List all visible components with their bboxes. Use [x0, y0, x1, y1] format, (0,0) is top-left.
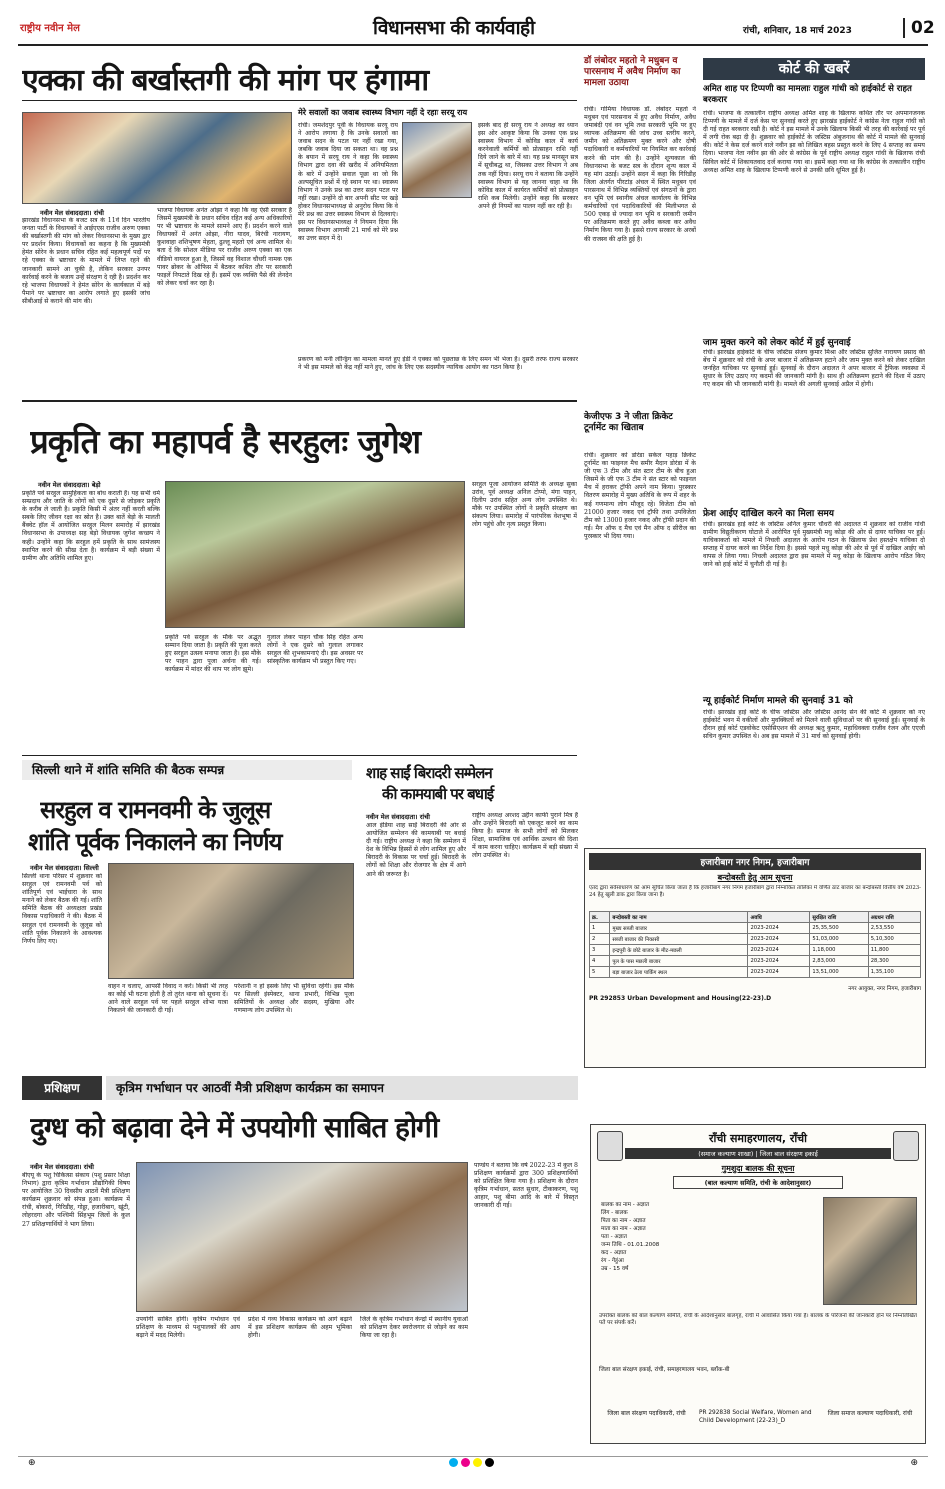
table-row — [590, 956, 921, 967]
table-cell: 1,18,000 — [810, 945, 868, 956]
tender-header: सुरक्षित राशि — [810, 912, 868, 923]
table-cell: 2 — [590, 934, 610, 945]
missing-sig-left: जिला बाल संरक्षण पदाधिकारी, रांची — [607, 1410, 686, 1417]
story3-headline: प्रकृति का महापर्व है सरहुलः जुगेश — [30, 422, 421, 461]
story2-headline: डॉ लंबोदर महतो ने मधुबन व पारसनाथ में अवैध निर्माण का मामला उठाया — [584, 56, 681, 88]
magenta-swatch — [461, 1458, 470, 1467]
tender-title: हजारीबाग नगर निगम, हजारीबाग — [589, 853, 921, 870]
story4-col3: परेशानी न हो इसके लिए भी सुविधा रहेगी। इस मौके पर सिल्ली इंस्पेक्टर, थाना प्रभारी, विभिन्न पूजा समितियों के अध्यक्ष और सदस्य, मुखिया और गणमान्य लोग उपस्थित थे। — [234, 983, 354, 1015]
story1-footer: प्रकरण को मनी लॉन्ड्रिंग का मामला मानते हुए ईडी ने एक्का को पूछताछ के लिए समन भी भेजा है। दूसरी तरफ राज्य सरकार ने भी इस मामले को केंद्र नहीं माने हुए, जांच के लिए एक सदस्यीय न्यायिक आयोग का गठन किया है। — [298, 356, 578, 372]
yellow-swatch — [473, 1458, 482, 1467]
story6-headline: दुग्ध को बढ़ावा देने में उपयोगी साबित होगी — [30, 1111, 439, 1144]
detail-line: पिता का नाम - अज्ञात — [601, 1218, 646, 1224]
story6-col1: बीएयू के पशु चिकित्सा संकाय (पशु प्रसार शिक्षा निभाग) द्वारा कृत्रिम गर्भाधान प्रौद्योगिकी विषय पर आयोजित 30 दिवसीय आठवें मैत्री प्रशिक्षण कार्यक्रम शुक्रवार को संपन्न हुआ। कार्यक्रम में रांची, बोकारो, गिरिडीह, गोड्डा, हजारीबाग, खूंटी, लोहरदगा और पश्चिमी सिंहभूम जिलों के कुल 27 प्रशिक्षणार्थियों ने भाग लिया। — [22, 1172, 130, 1228]
story4-headline-2: शांति पूर्वक निकालने का निर्णय — [28, 828, 282, 856]
table-cell: 25,35,500 — [810, 923, 868, 934]
table-cell: इन्द्रपुरी के छोटे बाजार के मीट-मछली — [610, 945, 748, 956]
story2-body: रांची। गोमिया विधायक डॉ. लंबोदर महतो ने मधुबन एवं पारसनाथ में हुए अवैध निर्माण, अवैध जमाबंदी एवं वन भूमि तथा सरकारी भूमि पर हुए व्यापक अतिक्रमण की जांच उच्च स्तरीय करने, जमीन को अतिक्रमण मुक्त करने और दोषी पदाधिकारी व कर्मचारियों पर नियमित कर कार्रवाई करने की मांग की है। उन्होंने शून्यकाल की विधानसभा के बजट सत्र के दौरान शून्य काल में यह मांग उठाई। उन्होंने सदन में कहा कि गिरिडीह जिला अंतर्गत पीरटांड़ अंचल में स्थित मधुबन एवं पारसनाथ में विभिन्न व्यक्तियों एवं संगठनों के द्वारा वन भूमि एवं स्थानीय अंचल कार्यालय के विभिन्न कर्मचारियों एवं पदाधिकारियों की मिलीभगत से 500 एकड़ से ज्यादा वन भूमि व सरकारी जमीन पर अतिक्रमण करते हुए अवैध कब्जा कर अवैध निर्माण किया गया है। इससे राज्य सरकार के अरबों की राजस्व की क्षति हुई है। — [584, 106, 696, 243]
tender-intro: एतद द्वारा सर्वसाधारण को आम सूचित किया जाता है कि हजारीबाग नगर निगम हजारीबाग द्वारा निम्नांकित तालिका में वर्णित ठाट बाजार का बन्दोबस्ती वित्तीय वर्ष 2023-24 हेतु खुली डाक द्वारा किया जाना है। — [589, 885, 921, 898]
story5-col2: राष्ट्रीय अध्यक्ष अरशद उद्दीन काफी पुराने मित्र हैं और उन्होंने बिरादरी को एकजुट करने का काम किया है। समाज के सभी लोगों को मिलकर शिक्षा, सामाजिक एवं आर्थिक उत्थान की दिशा में काम करना चाहिए। कार्यक्रम में बड़ी संख्या में लोग उपस्थित थे। — [472, 812, 578, 860]
saryu-rai-portrait — [402, 122, 472, 198]
table-cell: 2023-2024 — [748, 945, 810, 956]
color-swatches — [449, 1458, 497, 1467]
black-swatch — [485, 1458, 494, 1467]
dateline: रांची, शनिवार, 18 मार्च 2023 — [743, 26, 852, 36]
tender-table — [589, 911, 921, 978]
missing-title: गुमशुदा बालक की सूचना — [721, 1164, 795, 1173]
detail-line: रंग - गेहुंआ — [601, 1258, 624, 1264]
table-cell: 2,83,000 — [810, 956, 868, 967]
missing-subtitle: (बाल कल्याण समिति, रांची के आदेशानुसार) — [673, 1176, 843, 1189]
cricket-body: रांची। शुक्रवार को डोरंडा सर्कल पहाड़ क्रिकेट टूर्नामेंट का फाइनल मैच समीर मैदान डोरंडा में के जी एफ 3 टीम और संत स्टार टीम के बीच हुआ जिसमें के जी एफ 3 टीम ने संत स्टार को फाइनल मैच में हराकर ट्रॉफी अपने नाम किया। पुरस्कार वितरण समारोह में मुख्य अतिथि के रूप में शहर के कई गणमान्य लोग मौजूद रहे। विजेता टीम को 21000 हजार नकद एवं ट्रॉफी तथा उपविजेता टीम को 13000 हजार नकद और ट्रॉफी प्रदान की गई। मैन ऑफ द मैच एवं मैन ऑफ द सीरीज का पुरस्कार भी दिया गया। — [584, 452, 696, 540]
registration-bar — [18, 1456, 928, 1468]
story6-tag: प्रशिक्षण — [22, 1076, 102, 1100]
registration-mark-icon: ⊕ — [910, 1457, 918, 1468]
story5-headline-2: की कामयाबी पर बधाई — [382, 785, 494, 803]
registration-mark-icon: ⊕ — [28, 1457, 36, 1468]
detail-line: कद - अज्ञात — [601, 1250, 627, 1256]
tender-header: क्र. — [590, 912, 610, 923]
story6-col2: उपयोगी साबित होगी। कृत्रिम गर्भाधान एवं प्रशिक्षण के माध्यम से पशुपालकों की आय बढ़ाने में मदद मिलेगी। — [136, 1316, 240, 1340]
missing-contact: जिला बाल संरक्षण इकाई, रांची, समाहरणालय भवन, ब्लॉक-बी — [599, 1367, 730, 1373]
story6-col5: पाण्डेय ने बताया कि वर्ष 2022-23 में कुल 8 प्रशिक्षण कार्यक्रमों द्वारा 300 प्रशिक्षणार्थियों को प्रशिक्षित किया गया है। प्रशिक्षण के दौरान कृत्रिम गर्भाधान, सतत सुधार, टीकाकरण, पशु आहार, पशु बीमा आदि के बारे में विस्तृत जानकारी दी गई। — [474, 1162, 578, 1210]
court-h3: फ्रेश आईए दाखिल करने का मिला समय — [703, 509, 835, 519]
detail-line: लिंग - बालक — [601, 1210, 628, 1216]
table-cell: 2,53,550 — [868, 923, 920, 934]
detail-line: माता का नाम - अज्ञात — [601, 1226, 646, 1232]
story4-col2: वाहन न चलाए, आपसी विवाद न करें। किसी भी तरह का कोई भी घटना होती है तो तुरंत थाना को सूचना दें। आने वाले सरहुल पर्व पर पहले सरहुल शोभा यात्रा निकलने की जानकारी दी गई। — [108, 983, 228, 1015]
training-photo — [136, 1162, 468, 1312]
story5-headline-1: शाह साईं बिरादरी सम्मेलन — [366, 764, 492, 782]
detail-line: पता - अज्ञात — [601, 1234, 627, 1240]
table-cell: 51,03,000 — [810, 934, 868, 945]
court-tab: कोर्ट की खबरें — [703, 58, 925, 80]
missing-sig-right: जिला समाज कल्याण पदाधिकारी, रांची — [827, 1410, 913, 1417]
detail-line: उम्र - 15 वर्ष — [601, 1266, 629, 1272]
missing-org: राँची समाहरणालय, राँची — [708, 1132, 808, 1145]
story5-col1: आल इंडिया शाह साईं बिरादरी की ओर से आयोजित सम्मेलन की कामयाबी पर बधाई दी गई। राष्ट्रीय अध्यक्ष ने कहा कि सम्मेलन में देश के विभिन्न हिस्सों से लोग शामिल हुए और बिरादरी के विकास पर चर्चा हुई। बिरादरी के लोगों को शिक्षा और रोजगार के क्षेत्र में आगे आने की जरूरत है। — [366, 822, 466, 878]
table-cell: पुल के पास मछली बाजार — [610, 956, 748, 967]
table-cell: 13,51,000 — [810, 967, 868, 978]
tender-pr: PR 292853 Urban Development and Housing(22-23).D — [589, 995, 772, 1002]
masthead-logo: राष्ट्रीय नवीन मेल — [20, 23, 80, 34]
court-h2: जाम मुक्त करने को लेकर कोर्ट में हुई सुनवाई — [703, 338, 851, 348]
missing-details — [601, 1201, 791, 1273]
masthead — [18, 14, 935, 46]
story3-col2: प्रकृति पर्व सरहुल के मौके पर अद्भुत सम्मान दिया जाता है। प्रकृति की पूजा करते हुए सरहुल उत्सव मनाया जाता है। इस मौके पर पाहन द्वारा पूजा अर्चना की गई। कार्यक्रम में मांदर की थाप पर लोग झूमे। — [165, 634, 261, 674]
table-cell: बड़ा बाजार ठेला पार्किंग स्थल — [610, 967, 748, 978]
court-h1: अमित शाह पर टिप्पणी का मामलाः राहुल गांधी को हाईकोर्ट से राहत बरकरार — [703, 84, 912, 105]
table-cell: 1,35,100 — [868, 967, 920, 978]
table-cell: सब्जी बाजार की निकासी — [610, 934, 748, 945]
tender-signature: नगर आयुक्त, नगर निगम, हजारीबाग — [848, 986, 921, 992]
story4-tag: सिल्ली थाने में शांति समिति की बैठक सम्पन्न — [22, 760, 352, 780]
story3-col3: गुलाल लेकर पाहन चौक सिंह रहित अन्य लोगों ने एक दूसरे को गुलाल लगाकर सरहुल की शुभकामनाएं दी। इस अवसर पर सांस्कृतिक कार्यक्रम भी प्रस्तुत किए गए। — [267, 634, 363, 666]
child-photo — [823, 1197, 917, 1305]
story1-subhead: मेरे सवालों का जवाब स्वास्थ्य विभाग नहीं दे रहाः सरयू राय — [298, 108, 468, 117]
missing-dept: (समाज कल्याण शाखा) | जिला बाल संरक्षण इकाई — [625, 1148, 891, 1159]
emblem-left — [597, 1131, 623, 1161]
protest-photo — [22, 112, 292, 204]
divider — [22, 755, 577, 756]
table-cell: 2023-2024 — [748, 956, 810, 967]
table-cell: 2023-2024 — [748, 967, 810, 978]
missing-child-notice — [590, 1124, 926, 1444]
story1-headline: एक्का की बर्खास्तगी की मांग पर हंगामा — [22, 63, 429, 98]
tender-notice — [584, 848, 926, 1068]
missing-body: उपरोक्त बालक को बाल कल्याण समिति, रांची के आदेशानुसार बालगृह, रांची में आवासित किया गया है। बालक के परिजनों की जानकारी होने पर निम्नलिखित पते पर संपर्क करें। — [599, 1313, 917, 1327]
story1-col4: इसके बाद ही सरयू राय ने अध्यक्ष का ध्यान इस ओर आकृष्ट किया कि उनका एक प्रश्न स्वास्थ्य विभाग में कोविड काल में कार्य करनेवाली कर्मियों को प्रोत्साहन राशि नहीं दिये जाने के बारे में था। यह प्रश्न मानसून सत्र में सूचीबद्ध था, जिसका उत्तर विभाग ने अब तक नहीं दिया। सरयू राय ने बताया कि उन्होंने स्वास्थ्य विभाग से यह जानना चाहा था कि कोविड काल में कार्यरत कर्मियों को प्रोत्साहन राशि कब मिलेगी। उन्होंने कहा कि सरकार अपने ही नियमों का पालन नहीं कर रही है। — [478, 122, 578, 210]
story6-col4: जिले के कृत्रिम गर्भाधान केन्द्रों में स्थानीय युवाओं को प्रशिक्षण देकर स्वरोजगार से जोड़ने का काम किया जा रहा है। — [360, 1316, 468, 1340]
table-cell: 5 — [590, 967, 610, 978]
table-row — [590, 967, 921, 978]
cricket-headline: केजीएफ 3 ने जीता क्रिकेट टूर्नामेंट का खिताब — [584, 412, 673, 433]
court-p1: रांची। भाजपा के तत्कालीन राष्ट्रीय अध्यक्ष अमित शाह के खिलाफ कथित तौर पर अपमानजनक टिप्पणी के मामले में दर्ज केस पर सुनवाई करते हुए झारखंड हाईकोर्ट ने कांग्रेस नेता राहुल गांधी को दी गई राहत बरकरार रखी है। कोर्ट ने इस मामले में उनके खिलाफ किसी भी तरह की कार्रवाई पर पूर्व में लगी रोक बढ़ा दी है। शुक्रवार को हाईकोर्ट के जस्टिस अंबुजनाथ की कोर्ट में मामले की सुनवाई की। कोर्ट ने केस दर्ज करने वाले नवीन झा को लिखित बहस प्रस्तुत करने के लिए 4 सप्ताह का समय दिया। भाजपा नेता नवीन झा की ओर से कांग्रेस के पूर्व राष्ट्रीय अध्यक्ष राहुल गांधी के खिलाफ रांची सिविल कोर्ट में शिकायतवाद दर्ज कराया गया था। इसमें कहा गया था कि कांग्रेस के तत्कालीन राष्ट्रीय अध्यक्ष अमित शाह के खिलाफ टिप्पणी करने से उनकी छवि धूमिल हुई है। — [703, 110, 925, 174]
section-title: विधानसभा की कार्यवाही — [373, 17, 535, 39]
court-p4: रांची। झारखंड हाई कोर्ट के चीफ जस्टिस और जस्टिस आनंद सेन की कोर्ट में शुक्रवार को नए हाईकोर्ट भवन में वकीलों और मुवक्किलों को मिलने वाली सुविधाओं पर की सुनवाई हुई। सुनवाई के दौरान हाई कोर्ट एडवोकेट एसोसिएशन की अध्यक्ष ऋतु कुमार, महाधिवक्ता राजीव रंजन और एएजी सचिन कुमार उपस्थित थे। अब इस मामले में 31 मार्च को सुनवाई होगी। — [703, 709, 925, 741]
tender-header: बन्दोबस्ती का नाम — [610, 912, 748, 923]
tender-header: अग्रधन राशि — [868, 912, 920, 923]
cyan-swatch — [449, 1458, 458, 1467]
story1-col1: झारखंड विधानसभा के बजट सत्र के 11वें दिन भारतीय जनता पार्टी के विधायकों ने आईएएस राजीव अरुण एक्का की बर्खास्तगी की मांग को लेकर विधानसभा के मुख्य द्वार पर प्रदर्शन किया। विधायकों का कहना है कि मुख्यमंत्री हेमंत सोरेन के प्रधान सचिव रहित कई महत्वपूर्ण पदों पर रहे एक्का के भ्रष्टाचार के मामले में लिप्त रहने की जानकारी सामने आ चुकी है, लेकिन सरकार उनपर कार्रवाई करने के बजाय उन्हें संरक्षण दे रही है। प्रदर्शन कर रहे भाजपा विधायकों ने हेमंत सोरेन के कार्यकाल में बड़े पैमाने पर भ्रष्टाचार का आरोप लगाते हुए इसकी जांच सीबीआई से कराने की मांग की। — [22, 217, 150, 305]
court-h4: न्यू हाईकोर्ट निर्माण मामले की सुनवाई 31 को — [703, 696, 853, 706]
missing-pr: PR 292838 Social Welfare, Women and Child Development (22-23)_D — [699, 1410, 812, 1424]
table-cell: 3 — [590, 945, 610, 956]
divider — [22, 400, 577, 402]
court-p2: रांची। झारखंड हाईकोर्ट के चीफ जस्टिस संजय कुमार मिश्रा और जस्टिस सुजित नारायण प्रसाद की बेंच में शुक्रवार को रांची के अपर बाजार में अतिक्रमण हटाने और जाम मुक्त करने को लेकर दाखिल जनहित याचिका पर सुनवाई हुई। सुनवाई के दौरान अदालत ने अपर बाजार में ट्रैफिक व्यवस्था में सुधार के लिए उठाए गए कदमों की जानकारी मांगी है। साथ ही अतिक्रमण हटाने की दिशा में उठाए गए कदम की भी जानकारी मांगी है। मामले की अगली सुनवाई अप्रैल में होगी। — [703, 349, 925, 389]
story5-byline: नवीन मेल संवाददाता। रांची — [366, 813, 430, 821]
table-cell: 28,300 — [868, 956, 920, 967]
story6-byline: नवीन मेल संवाददाता। रांची — [30, 1163, 94, 1171]
emblem-right — [893, 1131, 919, 1161]
table-cell: 11,800 — [868, 945, 920, 956]
story6-tag-headline: कृत्रिम गर्भाधान पर आठवीं मैत्री प्रशिक्षण कार्यक्रम का समापन — [106, 1076, 578, 1100]
sarhul-photo — [165, 481, 465, 628]
table-cell: 1 — [590, 923, 610, 934]
story4-col1: सिल्ली थाना परिसर में शुक्रवार को सरहुल एवं रामनवमी पर्व को शांतिपूर्ण एवं भाईचारा के साथ मनाने को लेकर बैठक की गई। शांति समिति बैठक की अध्यक्षता प्रखंड विकास पदाधिकारी ने की। बैठक में सरहुल एवं रामनवमी के जुलूस को शांति पूर्वक निकालने के आवश्यक निर्णय लिए गए। — [22, 873, 102, 945]
detail-line: बालक का नाम - अज्ञात — [601, 1202, 650, 1208]
table-cell: 5,10,300 — [868, 934, 920, 945]
story1-byline: नवीन मेल संवाददाता। रांची — [40, 209, 104, 217]
story3-col4: सरहुल पूजा आयोजन समिति के अध्यक्ष सुका उरांव, पूर्व अध्यक्ष अनिल टोप्पो, मंगा पाहन, दिलीप उरांव सहित अन्य लोग उपस्थित थे। मौके पर उपस्थित लोगों ने प्रकृति संरक्षण का संकल्प लिया। समारोह में पारंपरिक वेशभूषा में लोग पहुंचे और नृत्य प्रस्तुत किया। — [472, 481, 577, 529]
divider — [22, 100, 577, 101]
table-cell: 2023-2024 — [748, 923, 810, 934]
tender-header: अवधि — [748, 912, 810, 923]
table-row — [590, 923, 921, 934]
detail-line: जन्म तिथि - 01.01.2008 — [601, 1242, 660, 1248]
story3-byline: नवीन मेल संवाददाता। बेड़ो — [38, 481, 101, 489]
story4-byline: नवीन मेल संवाददाता। सिल्ली — [30, 864, 99, 872]
story3-col1: प्रकृति पर्व सरहुल सामुहिकता का बोध कराती है। यह सभी धर्म सम्प्रदाय और जाति के लोगों को एक दूसरे से जोड़कर प्रकृति के करीब ले जाती है। प्रकृति किसी में अंतर नहीं करती बल्कि सबके लिए जीवन रक्षा का स्रोत है। उक्त बातें बेड़ो के मालती बैंक्वेट हॉल में आयोजित सरहुल मिलन समारोह में झारखंड विधानसभा के उपाध्यक्ष सह बेड़ो विधायक जुगेश कच्छप ने कही। उन्होंने कहा कि सरहुल हमें प्रकृति के साथ सामंजस्य स्थापित करने की सीख देता है। कार्यक्रम में बड़ी संख्या में ग्रामीण और अतिथि शामिल हुए। — [22, 490, 160, 562]
table-row — [590, 945, 921, 956]
table-cell: 4 — [590, 956, 610, 967]
page-number: 02 — [903, 18, 935, 38]
story1-col2: भाजपा विधायक अनंत ओझा ने कहा कि वह ऐसी सरकार है जिसमें मुख्यमंत्री के प्रधान सचिव रहित कई अन्य अधिकारियों पर भी भ्रष्टाचार के मामले सामने आए हैं। प्रदर्शन करने वाले विधायकों में अनंत ओझा, नीरा यादव, बिरंची नारायण, कुशवाहा शशिभूषण मेहता, ढुल्लू महतो एवं अन्य शामिल थे। बता दें कि सोशल मीडिया पर राजीव अरुण एक्का का एक वीडियो वायरल हुआ है, जिसमें वह विशाल चौधरी नामक एक पावर ब्रोकर के ऑफिस में बैठकर कथित तौर पर सरकारी फाइलें निपटाते दिख रहे हैं। इसमें एक व्यक्ति पैसे की लेनदेन को लेकर चर्चा कर रहा है। — [157, 207, 292, 287]
meeting-photo — [108, 863, 354, 979]
story1-col3: रांची। जमशेदपुर पूर्वी के विधायक सरयू राय ने आरोप लगाया है कि उनके सवालों का जवाब सदन के पटल पर नहीं रखा गया, जबकि जवाब दिया जा सकता था। वह प्रश्न के बयान में सरयू राय ने कहा कि स्वास्थ्य विभाग द्वारा दवा की खरीद में अनियमितता के बारे में उन्होंने सवाल पूछा था जो कि अल्पसूचित प्रश्नों में रहे स्थान पर था। स्वास्थ्य विभाग ने उनके प्रश्न का उत्तर सदन पटल पर नहीं रखा। उन्होंने दो बार अपनी सीट पर खड़े होकर विधानसभाध्यक्ष से अनुरोध किया कि वे मेरे प्रश्न का उत्तर स्वास्थ्य विभाग से दिलवाएं। इस पर विधानसभाध्यक्ष ने नियमन दिया कि स्वास्थ्य विभाग आगामी 21 मार्च को मेरे प्रश्न का उत्तर सदन में दे। — [298, 122, 398, 243]
table-cell: मुख्य सब्जी बाजार — [610, 923, 748, 934]
table-cell: 2023-2024 — [748, 934, 810, 945]
story6-col3: प्रदेश में गव्य विकास कार्यक्रम को आगे बढ़ाने में इस प्रशिक्षण कार्यक्रम की अहम भूमिका होगी। — [248, 1316, 352, 1340]
court-p3: रांची। झारखंड हाई कोर्ट के जस्टिस अनिल कुमार चौधरी की अदालत में शुक्रवार को राजीव गांधी ग्रामीण विद्युतीकरण घोटाले में आरोपित पूर्व मुख्यमंत्री मधु कोड़ा की ओर से दायर याचिका पर हुई। याचिकाकर्ता को मामले में निचली अदालत के आरोप गठन के खिलाफ प्रेश हस्तक्षेप याचिका दो सप्ताह में दायर करने का निर्देश दिया है। इससे पहले मधु कोड़ा की ओर से पूर्व में दाखिल आईए को वापस ले लिया गया। निचली अदालत द्वारा इस मामले में मधु कोड़ा के खिलाफ आरोप गठित किए जाने को हाई कोर्ट में चुनौती दी गई है। — [703, 521, 925, 569]
tender-subtitle: बन्दोबस्ती हेतु आम सूचना — [717, 873, 793, 882]
table-row — [590, 934, 921, 945]
story4-headline-1: सरहुल व रामनवमी के जुलूस — [40, 796, 271, 824]
